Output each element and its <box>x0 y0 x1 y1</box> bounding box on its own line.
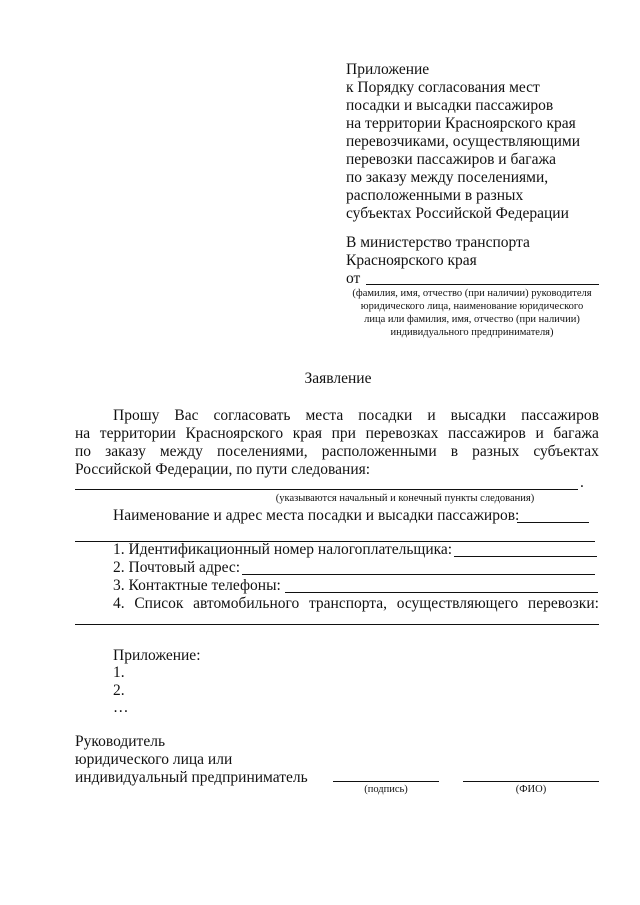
paragraph-line: на территории Красноярского края при перевозках пассажиров и багажа <box>75 425 599 442</box>
inn-label: 1. Идентификационный номер налогоплательщика: <box>113 541 453 558</box>
phones-field[interactable] <box>285 592 598 593</box>
stop-field[interactable] <box>517 522 589 523</box>
signer-line: Руководитель <box>75 733 166 750</box>
from-label: от <box>346 270 361 287</box>
from-hint: юридического лица, наименование юридического <box>360 301 584 312</box>
attachments-label: Приложение: <box>113 647 201 664</box>
appendix-line: перевозки пассажиров и багажа <box>346 151 557 168</box>
postal-address-field[interactable] <box>242 574 595 575</box>
route-end-mark: . <box>580 474 584 491</box>
vehicle-list-field[interactable] <box>75 624 599 625</box>
full-name-hint: (ФИО) <box>515 784 547 795</box>
from-field[interactable] <box>366 284 599 285</box>
route-hint: (указываются начальный и конечный пункты следования) <box>275 493 535 504</box>
signature-hint: (подпись) <box>364 784 408 795</box>
appendix-line: на территории Красноярского края <box>346 115 576 132</box>
addressee-line: Красноярского края <box>346 252 477 269</box>
appendix-line: посадки и высадки пассажиров <box>346 97 554 114</box>
from-hint: лица или фамилия, имя, отчество (при наличии) <box>364 314 580 325</box>
inn-field[interactable] <box>454 556 597 557</box>
full-name-field[interactable] <box>463 781 599 782</box>
postal-address-label: 2. Почтовый адрес: <box>113 559 241 576</box>
appendix-line: субъектах Российской Федерации <box>346 205 569 222</box>
appendix-line: перевозчиками, осуществляющими <box>346 133 581 150</box>
appendix-line: к Порядку согласования мест <box>346 79 540 96</box>
vehicle-list-label: 4. Список автомобильного транспорта, осуществляющего перевозки: <box>113 595 599 612</box>
appendix-line: Приложение <box>346 61 430 78</box>
stop-label: Наименование и адрес места посадки и высадки пассажиров: <box>113 507 520 524</box>
phones-label: 3. Контактные телефоны: <box>113 577 281 594</box>
signer-line: юридического лица или <box>75 751 233 768</box>
paragraph-line: Прошу Вас согласовать места посадки и высадки пассажиров <box>113 407 599 424</box>
appendix-line: расположенными в разных <box>346 187 524 204</box>
addressee-line: В министерство транспорта <box>346 234 530 251</box>
attachment-item: 2. <box>113 682 125 699</box>
route-field[interactable] <box>75 489 578 490</box>
paragraph-line: по заказу между поселениями, расположенными в разных субъектах <box>75 443 599 460</box>
signer-line: индивидуальный предприниматель <box>75 769 308 786</box>
document-title: Заявление <box>304 370 372 387</box>
attachment-item: 1. <box>113 664 125 681</box>
appendix-line: по заказу между поселениями, <box>346 169 549 186</box>
from-hint: индивидуального предпринимателя) <box>390 327 554 338</box>
signature-field[interactable] <box>333 781 439 782</box>
from-hint: (фамилия, имя, отчество (при наличии) руководителя <box>352 288 592 299</box>
paragraph-line: Российской Федерации, по пути следования: <box>75 461 371 478</box>
attachment-item: … <box>113 699 129 716</box>
